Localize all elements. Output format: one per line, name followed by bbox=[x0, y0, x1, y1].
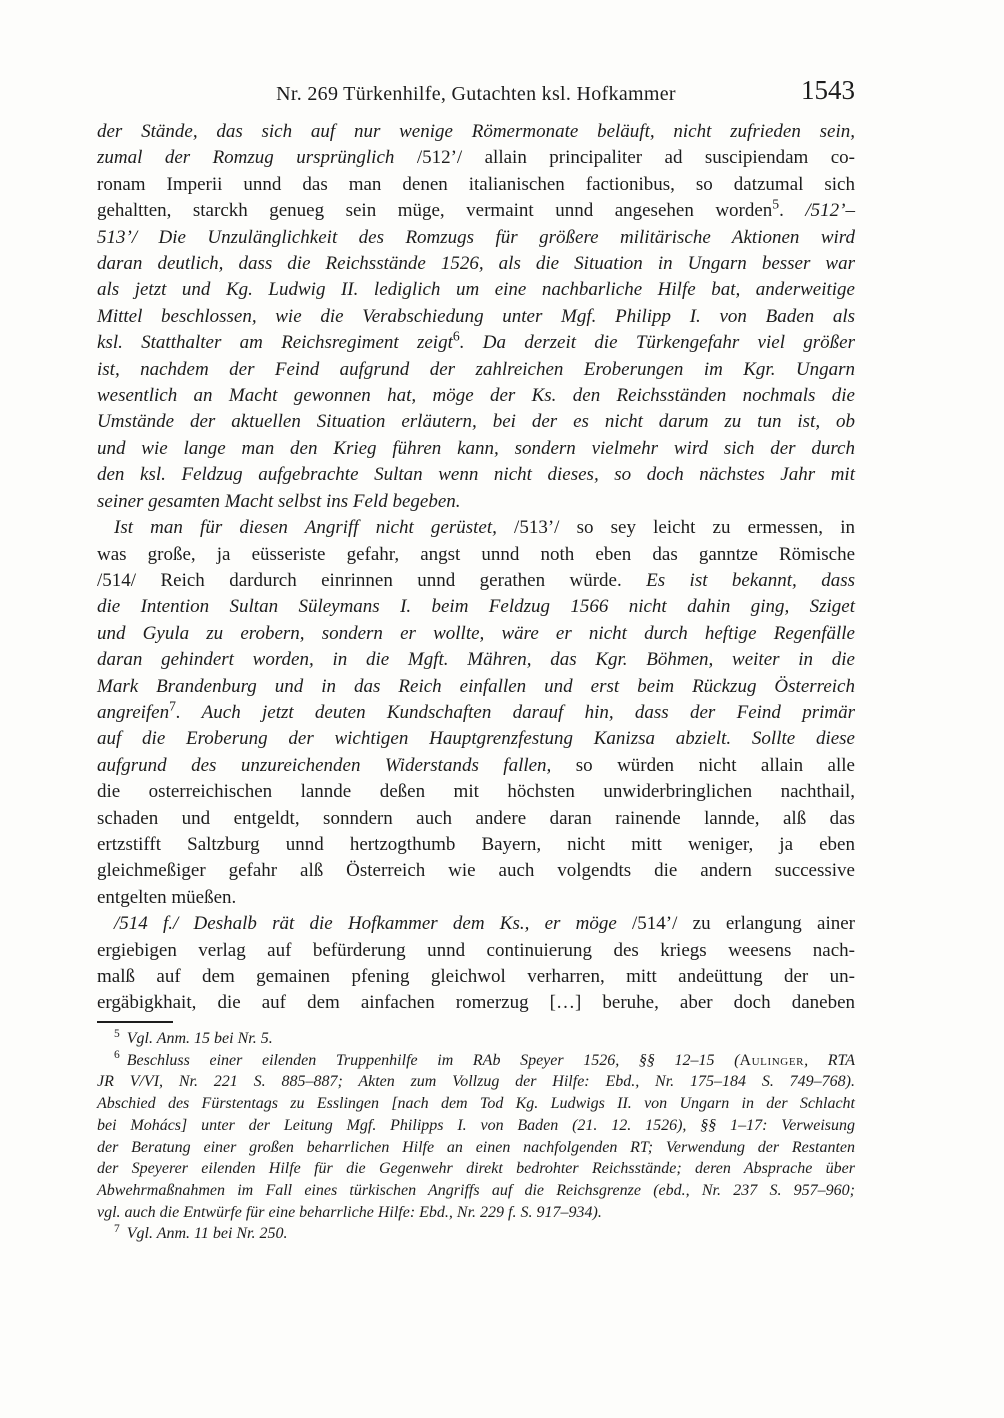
footnote-line bbox=[97, 1093, 855, 1115]
text-run: angreifen bbox=[97, 701, 170, 723]
footnote-line bbox=[97, 1137, 855, 1159]
text-run: Vgl. Anm. 11 bei Nr. 250. bbox=[126, 1225, 288, 1243]
text-run: ist, nachdem der Feind aufgrund der zahlreichen Eroberungen im Kgr. Ungarn bbox=[97, 358, 855, 380]
text-run: , RTA bbox=[804, 1051, 856, 1069]
body-text-line bbox=[97, 277, 855, 303]
text-run: und Gyula zu erobern, sondern er wollte, wäre er nicht durch heftige Regenfälle bbox=[97, 622, 855, 644]
body-text-line bbox=[97, 964, 855, 990]
text-run: ergäbigkhait, die auf dem ainfachen romerzug […] beruhe, aber doch daneben bbox=[97, 992, 855, 1014]
body-text-line bbox=[97, 436, 855, 462]
footnote-line bbox=[97, 1071, 855, 1093]
text-run: Es ist bekannt, dass bbox=[646, 569, 855, 591]
paragraph bbox=[97, 515, 855, 911]
text-run: der Stände, das sich auf nur wenige Römermonate beläuft, nicht zufrieden sein, bbox=[97, 121, 855, 142]
body-text-line bbox=[97, 700, 855, 726]
text-run: wesentlich an Macht gewonnen hat, möge der Ks. den Reichsständen nochmals die bbox=[97, 385, 855, 407]
text-run: . Auch jetzt deuten Kundschaften darauf hin, dass der Feind primär bbox=[175, 701, 855, 723]
main-text-block bbox=[97, 119, 855, 1017]
text-run: aufgrund des unzureichenden Widerstands fallen, bbox=[97, 754, 576, 776]
body-text-line bbox=[97, 409, 855, 435]
text-run: vgl. auch die Entwürfe für eine beharrliche Hilfe: Ebd., Nr. 229 f. S. 917–934). bbox=[97, 1203, 602, 1221]
body-text-line bbox=[97, 251, 855, 277]
footnote-marker: 5 bbox=[772, 196, 780, 212]
footnote-marker: 7 bbox=[114, 1223, 120, 1235]
footnotes-block bbox=[97, 1028, 855, 1245]
text-run: Ist man für diesen Angriff nicht gerüstet, bbox=[114, 517, 515, 539]
text-run: . Da derzeit die Türkengefahr viel größer bbox=[459, 332, 855, 354]
footnote-marker: 7 bbox=[169, 698, 176, 714]
text-run: schaden und entgeldt, sonndern auch andere daran rainende lannde, alß das bbox=[97, 807, 855, 829]
text-run: JR V/VI, Nr. 221 S. 885–887; Akten zum Vollzug der Hilfe: Ebd., Nr. 175–184 S. 749–768). bbox=[97, 1073, 855, 1091]
footnote-line bbox=[97, 1223, 855, 1245]
text-run: /514/ Reich dardurch einrinnen unnd gerathen würde. bbox=[97, 569, 647, 591]
body-text-line bbox=[97, 542, 855, 568]
text-run: bei Mohács] unter der Leitung Mgf. Philipps I. von Baden (21. 12. 1526), §§ 1–17: Verweisung bbox=[97, 1116, 855, 1134]
text-run: Vgl. Anm. 15 bei Nr. 5. bbox=[126, 1030, 273, 1047]
text-run: 513’/ Die Unzulänglichkeit des Romzugs für größere militärische Aktionen wird bbox=[97, 226, 855, 248]
text-run: ksl. Statthalter am Reichsregiment zeigt bbox=[97, 332, 453, 354]
text-run: als jetzt und Kg. Ludwig II. lediglich um eine nachbarliche Hilfe bat, anderweitige bbox=[97, 279, 855, 301]
text-run: /513’/ so sey leicht zu ermessen, in bbox=[514, 517, 855, 539]
body-text-line bbox=[97, 938, 855, 964]
text-run: daran gehindert worden, in die Mgft. Mähren, das Kgr. Böhmen, weiter in die bbox=[97, 649, 855, 671]
text-run: malß auf dem gemainen pfening gleichwol verharren, mitt andeüttung der un- bbox=[97, 966, 855, 987]
text-run: was große, ja eüsseriste gefahr, angst unnd noth eben das ganntze Römische bbox=[97, 543, 855, 565]
text-run: Mittel beschlossen, wie die Verabschiedung unter Mgf. Philipp I. von Baden als bbox=[97, 305, 855, 327]
text-run: der Speyerer eilenden Hilfe für die Gegenwehr direkt bedrohter Reichsstände; deren Absprache über bbox=[97, 1160, 855, 1178]
text-run: Abwehrmaßnahmen im Fall eines türkischen Angriffs auf die Reichsgrenze (ebd., Nr. 237 S. 957–960; bbox=[97, 1181, 855, 1199]
body-text-line bbox=[97, 145, 855, 171]
body-text-line bbox=[97, 753, 855, 779]
body-text-line bbox=[97, 515, 855, 541]
body-text-line bbox=[97, 594, 855, 620]
body-text-line bbox=[97, 462, 855, 488]
footnote-line bbox=[97, 1028, 855, 1050]
footnote-marker: 5 bbox=[114, 1027, 120, 1040]
body-text-line bbox=[97, 357, 855, 383]
text-run: /514’/ zu erlangung ainer bbox=[632, 913, 855, 935]
text-run: /514 f./ Deshalb rät die Hofkammer dem Ks., er möge bbox=[114, 913, 633, 935]
body-text-line bbox=[97, 304, 855, 330]
footnote-marker: 6 bbox=[452, 328, 460, 344]
footnote-line bbox=[97, 1180, 855, 1202]
text-run: /512’– bbox=[805, 200, 855, 222]
footnote-separator-rule bbox=[97, 1021, 173, 1023]
text-run: die osterreichischen lannde deßen mit höchsten unwiderbringlichen nachthail, bbox=[97, 781, 855, 803]
text-run: gleichmeßiger gefahr alß Österreich wie auch volgendts die andern successive bbox=[97, 860, 855, 882]
footnote-line bbox=[97, 1050, 855, 1072]
running-header-title: Nr. 269 Türkenhilfe, Gutachten ksl. Hofkammer bbox=[276, 83, 676, 105]
body-text-line bbox=[97, 726, 855, 752]
text-run: der Beratung einer großen beharrlichen Hilfe an einen nachfolgenden RT; Verwendung der Restanten bbox=[97, 1138, 855, 1156]
body-text-line bbox=[97, 225, 855, 251]
text-run: Aulinger bbox=[739, 1051, 805, 1069]
body-text-line bbox=[97, 489, 855, 515]
body-text-line bbox=[97, 779, 855, 805]
body-text-line bbox=[97, 330, 855, 356]
paragraph bbox=[97, 911, 855, 1017]
body-text-line bbox=[97, 119, 855, 145]
text-run: ronam Imperii unnd das man denen italianischen factionibus, so datzumal sich bbox=[97, 173, 855, 195]
text-run: Abschied des Fürstentags zu Esslingen [nach dem Tod Kg. Ludwigs II. von Ungarn in der Schlacht bbox=[97, 1095, 855, 1113]
footnote-marker: 6 bbox=[114, 1049, 120, 1062]
body-text-line bbox=[97, 674, 855, 700]
body-text-line bbox=[97, 911, 855, 937]
body-text-line bbox=[97, 832, 855, 858]
text-run: und wie lange man den Krieg führen kann, sondern vielmehr wird sich der durch bbox=[97, 437, 855, 459]
body-text-line bbox=[97, 172, 855, 198]
text-run: gehaltten, starckh genueg sein müge, vermaint unnd angesehen worden bbox=[97, 200, 773, 222]
text-run: so würden nicht allain alle bbox=[575, 754, 855, 776]
body-text-line bbox=[97, 858, 855, 884]
text-run: zumal der Romzug ursprünglich bbox=[97, 147, 417, 169]
body-text-line bbox=[97, 885, 855, 911]
text-run: ergiebigen verlag auf befürderung unnd continuierung des kriegs weesens nach- bbox=[97, 939, 855, 961]
text-run: . bbox=[779, 200, 806, 222]
page-number: 1543 bbox=[801, 75, 855, 105]
text-run: auf die Eroberung der wichtigen Hauptgrenzfestung Kanizsa abzielt. Sollte diese bbox=[97, 728, 855, 750]
body-text-line bbox=[97, 647, 855, 673]
footnote-line bbox=[97, 1202, 855, 1224]
body-text-line bbox=[97, 806, 855, 832]
text-run: ertzstifft Saltzburg unnd hertzogthumb Bayern, nicht mitt weniger, ja eben bbox=[97, 833, 855, 855]
body-text-line bbox=[97, 198, 855, 224]
footnote-line bbox=[97, 1158, 855, 1180]
text-run: seiner gesamten Macht selbst ins Feld begeben. bbox=[97, 490, 461, 512]
body-text-line bbox=[97, 383, 855, 409]
text-run: Umstände der aktuellen Situation erläutern, bei der es nicht darum zu tun ist, ob bbox=[97, 411, 855, 433]
text-run: /512’/ allain principaliter ad suscipiendam co- bbox=[416, 147, 855, 169]
text-run: Mark Brandenburg und in das Reich einfallen und erst beim Rückzug Österreich bbox=[97, 675, 855, 697]
text-run: die Intention Sultan Süleymans I. beim Feldzug 1566 nicht dahin ging, Sziget bbox=[97, 596, 855, 618]
body-text-line bbox=[97, 621, 855, 647]
body-text-line bbox=[97, 990, 855, 1016]
footnote-line bbox=[97, 1115, 855, 1137]
paragraph bbox=[97, 119, 855, 515]
text-run: entgelten müeßen. bbox=[97, 886, 237, 908]
text-run: Beschluss einer eilenden Truppenhilfe im RAb Speyer 1526, §§ 12–15 ( bbox=[126, 1051, 740, 1069]
text-run: daran deutlich, dass die Reichsstände 1526, als die Situation in Ungarn besser war bbox=[97, 253, 855, 275]
text-run: den ksl. Feldzug aufgebrachte Sultan wenn nicht dieses, so doch nächstes Jahr mit bbox=[97, 464, 855, 486]
body-text-line bbox=[97, 568, 855, 594]
